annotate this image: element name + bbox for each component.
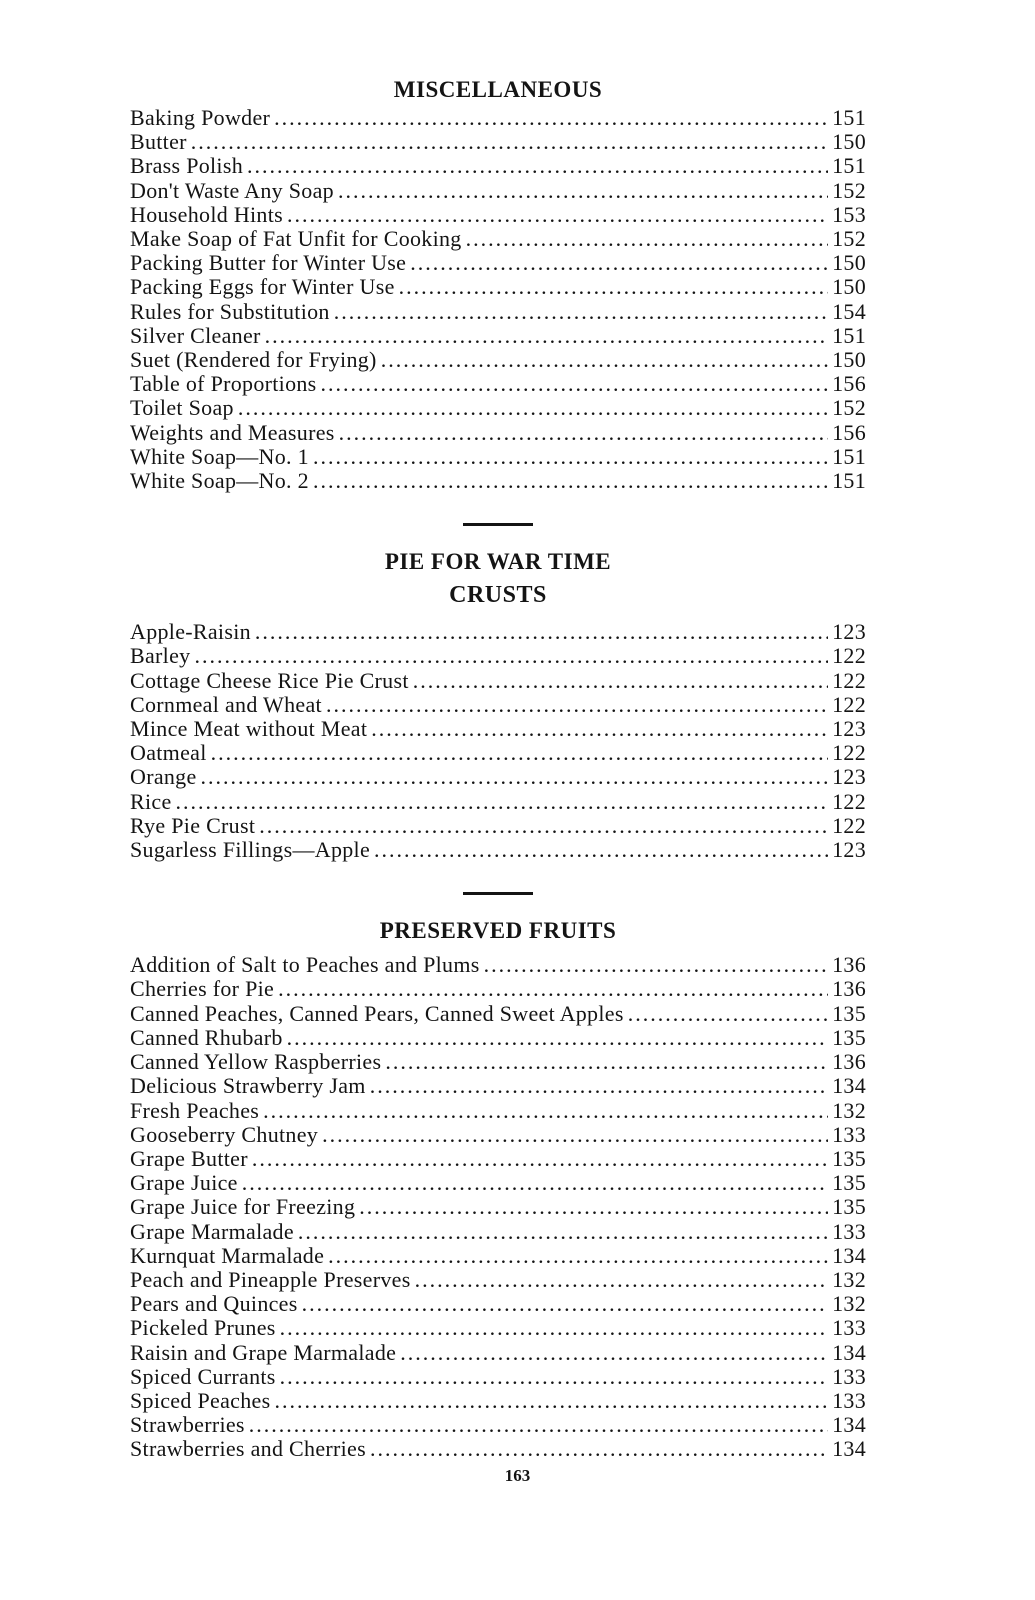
- entry-page-number: 122: [832, 740, 866, 766]
- index-entry: [130, 106, 866, 130]
- entry-page-number: 156: [832, 371, 866, 397]
- entry-title: Addition of Salt to Peaches and Plums: [130, 952, 480, 978]
- entry-title: Toilet Soap: [130, 395, 234, 421]
- dot-leader: [399, 275, 828, 299]
- entry-page-number: 135: [832, 1024, 866, 1050]
- entry-title: Fresh Peaches: [130, 1097, 260, 1123]
- section-divider: [463, 892, 533, 895]
- entry-page-number: 132: [832, 1291, 866, 1317]
- entry-page-number: 133: [832, 1387, 866, 1413]
- entry-page-number: 153: [832, 201, 866, 227]
- index-entry: [130, 1099, 866, 1123]
- section-subtitle: CRUSTS: [449, 582, 547, 609]
- entry-page-number: 134: [832, 1073, 866, 1099]
- section-miscellaneous: [130, 74, 866, 493]
- dot-leader: [410, 251, 828, 275]
- index-entry: [130, 814, 866, 838]
- entry-title: Kurnquat Marmalade: [130, 1242, 325, 1268]
- entry-page-number: 136: [832, 1049, 866, 1075]
- entry-title: Brass Polish: [130, 153, 244, 179]
- entry-page-number: 132: [832, 1097, 866, 1123]
- dot-leader: [278, 977, 828, 1001]
- index-entry: [130, 1074, 866, 1098]
- entry-title: Rules for Substitution: [130, 298, 330, 324]
- index-entry: [130, 741, 866, 765]
- entry-title: Packing Butter for Winter Use: [130, 250, 407, 276]
- entry-title: Cherries for Pie: [130, 976, 275, 1002]
- index-entry: [130, 1171, 866, 1195]
- entry-page-number: 152: [832, 177, 866, 203]
- entry-page-number: 133: [832, 1121, 866, 1147]
- index-entry: [130, 620, 866, 644]
- dot-leader: [321, 372, 828, 396]
- entry-page-number: 122: [832, 788, 866, 814]
- dot-leader: [247, 154, 828, 178]
- entry-title: Peach and Pineapple Preserves: [130, 1266, 411, 1292]
- section-title: PRESERVED FRUITS: [379, 918, 617, 944]
- entry-page-number: 135: [832, 1145, 866, 1171]
- entry-title: Silver Cleaner: [130, 322, 261, 348]
- section-title: MISCELLANEOUS: [393, 77, 603, 102]
- entry-page-number: 151: [832, 105, 866, 130]
- entry-page-number: 122: [832, 643, 866, 669]
- entry-title: Strawberries and Cherries: [130, 1436, 366, 1462]
- entry-page-number: 123: [832, 716, 866, 742]
- index-entry: [130, 421, 866, 445]
- dot-leader: [339, 421, 828, 445]
- index-entry: [130, 1220, 866, 1244]
- index-entry: [130, 838, 866, 862]
- dot-leader: [259, 814, 828, 838]
- entry-page-number: 133: [832, 1218, 866, 1244]
- dot-leader: [238, 396, 828, 420]
- dot-leader: [194, 644, 828, 668]
- entry-page-number: 133: [832, 1363, 866, 1389]
- index-entry: [130, 372, 866, 396]
- dot-leader: [191, 130, 828, 154]
- entry-list: [130, 106, 866, 493]
- entry-page-number: 122: [832, 691, 866, 717]
- index-entry: [130, 1341, 866, 1365]
- entry-title: Oatmeal: [130, 740, 207, 766]
- dot-leader: [287, 1026, 828, 1050]
- entry-page-number: 136: [832, 976, 866, 1002]
- index-entry: [130, 469, 866, 493]
- dot-leader: [371, 717, 828, 741]
- dot-leader: [628, 1002, 828, 1026]
- index-entry: [130, 765, 866, 789]
- index-entry: [130, 251, 866, 275]
- index-entry: [130, 977, 866, 1001]
- index-entry: [130, 1437, 866, 1461]
- dot-leader: [370, 1074, 828, 1098]
- index-entry: [130, 1316, 866, 1340]
- entry-page-number: 132: [832, 1266, 866, 1292]
- dot-leader: [313, 469, 828, 493]
- entry-page-number: 123: [832, 764, 866, 790]
- index-entry: [130, 396, 866, 420]
- section-preserved-fruits: [130, 915, 866, 1461]
- entry-page-number: 150: [832, 250, 866, 276]
- entry-title: Sugarless Fillings—Apple: [130, 837, 371, 863]
- dot-leader: [328, 1244, 828, 1268]
- dot-leader: [484, 953, 828, 977]
- entry-page-number: 151: [832, 443, 866, 469]
- index-entry: [130, 179, 866, 203]
- entry-title: Orange: [130, 764, 197, 790]
- index-entry: [130, 1365, 866, 1389]
- dot-leader: [374, 838, 828, 862]
- index-entry: [130, 1002, 866, 1026]
- entry-page-number: 151: [832, 322, 866, 348]
- entry-page-number: 123: [832, 837, 866, 863]
- dot-leader: [255, 620, 828, 644]
- entry-title: Grape Butter: [130, 1145, 248, 1171]
- entry-title: Suet (Rendered for Frying): [130, 347, 377, 373]
- entry-title: Canned Peaches, Canned Pears, Canned Sweet Apples: [130, 1000, 624, 1026]
- entry-title: Grape Juice for Freezing: [130, 1194, 356, 1220]
- entry-title: Delicious Strawberry Jam: [130, 1073, 366, 1099]
- entry-page-number: 134: [832, 1436, 866, 1462]
- entry-page-number: 154: [832, 298, 866, 324]
- dot-leader: [466, 227, 828, 251]
- entry-page-number: 134: [832, 1339, 866, 1365]
- section-pie-for-war-time: [130, 546, 866, 862]
- dot-leader: [313, 445, 828, 469]
- entry-title: Raisin and Grape Marmalade: [130, 1339, 397, 1365]
- entry-page-number: 150: [832, 129, 866, 155]
- dot-leader: [263, 1099, 828, 1123]
- entry-title: Cornmeal and Wheat: [130, 691, 322, 717]
- entry-title: Table of Proportions: [130, 371, 317, 397]
- index-entry: [130, 348, 866, 372]
- entry-title: Mince Meat without Meat: [130, 716, 368, 742]
- dot-leader: [334, 300, 828, 324]
- entry-title: Grape Marmalade: [130, 1218, 294, 1244]
- dot-leader: [338, 179, 828, 203]
- entry-page-number: 156: [832, 419, 866, 445]
- dot-leader: [413, 669, 828, 693]
- dot-leader: [322, 1123, 828, 1147]
- index-entry: [130, 1292, 866, 1316]
- dot-leader: [385, 1050, 828, 1074]
- index-entry: [130, 203, 866, 227]
- index-entry: [130, 644, 866, 668]
- dot-leader: [280, 1365, 828, 1389]
- entry-title: Baking Powder: [130, 105, 271, 130]
- entry-title: Gooseberry Chutney: [130, 1121, 319, 1147]
- entry-title: White Soap—No. 1: [130, 443, 309, 469]
- index-entry: [130, 1413, 866, 1437]
- section-divider: [463, 523, 533, 526]
- entry-title: Pickeled Prunes: [130, 1315, 276, 1341]
- entry-page-number: 134: [832, 1412, 866, 1438]
- index-entry: [130, 1050, 866, 1074]
- dot-leader: [265, 324, 828, 348]
- dot-leader: [326, 693, 828, 717]
- index-entry: [130, 275, 866, 299]
- index-entry: [130, 790, 866, 814]
- entry-page-number: 123: [832, 619, 866, 645]
- index-entry: [130, 1268, 866, 1292]
- dot-leader: [274, 106, 828, 130]
- index-entry: [130, 953, 866, 977]
- index-entry: [130, 445, 866, 469]
- entry-title: Canned Rhubarb: [130, 1024, 283, 1050]
- entry-page-number: 151: [832, 153, 866, 179]
- dot-leader: [400, 1341, 828, 1365]
- dot-leader: [211, 741, 828, 765]
- entry-page-number: 122: [832, 812, 866, 838]
- entry-title: Weights and Measures: [130, 419, 335, 445]
- dot-leader: [274, 1389, 828, 1413]
- index-entry: [130, 1147, 866, 1171]
- dot-leader: [302, 1292, 828, 1316]
- entry-title: Barley: [130, 643, 191, 669]
- entry-title: Spiced Peaches: [130, 1387, 271, 1413]
- entry-page-number: 122: [832, 667, 866, 693]
- entry-page-number: 150: [832, 274, 866, 300]
- dot-leader: [249, 1413, 828, 1437]
- index-entry: [130, 1389, 866, 1413]
- entry-title: Packing Eggs for Winter Use: [130, 274, 395, 300]
- section-title: PIE FOR WAR TIME: [384, 549, 612, 575]
- entry-title: Rice: [130, 788, 172, 814]
- dot-leader: [381, 348, 828, 372]
- index-entry: [130, 693, 866, 717]
- entry-page-number: 133: [832, 1315, 866, 1341]
- entry-title: Rye Pie Crust: [130, 812, 256, 838]
- entry-page-number: 135: [832, 1170, 866, 1196]
- entry-title: Don't Waste Any Soap: [130, 177, 334, 203]
- index-entry: [130, 300, 866, 324]
- entry-page-number: 150: [832, 347, 866, 373]
- entry-title: Strawberries: [130, 1412, 245, 1438]
- index-page: [130, 74, 866, 1462]
- entry-page-number: 151: [832, 468, 866, 494]
- entry-title: Household Hints: [130, 201, 283, 227]
- entry-list: [130, 620, 866, 862]
- dot-leader: [359, 1195, 828, 1219]
- entry-title: Butter: [130, 129, 187, 155]
- index-entry: [130, 717, 866, 741]
- entry-page-number: 152: [832, 395, 866, 421]
- entry-page-number: 135: [832, 1000, 866, 1026]
- dot-leader: [287, 203, 828, 227]
- dot-leader: [370, 1437, 828, 1461]
- dot-leader: [298, 1220, 828, 1244]
- index-entry: [130, 669, 866, 693]
- entry-title: Make Soap of Fat Unfit for Cooking: [130, 226, 462, 252]
- entry-page-number: 135: [832, 1194, 866, 1220]
- index-entry: [130, 1123, 866, 1147]
- entry-title: White Soap—No. 2: [130, 468, 309, 494]
- index-entry: [130, 227, 866, 251]
- index-entry: [130, 154, 866, 178]
- index-entry: [130, 1195, 866, 1219]
- entry-page-number: 152: [832, 226, 866, 252]
- dot-leader: [280, 1316, 828, 1340]
- dot-leader: [176, 790, 828, 814]
- index-entry: [130, 1244, 866, 1268]
- page-number: 163: [504, 1466, 531, 1485]
- index-entry: [130, 324, 866, 348]
- entry-title: Cottage Cheese Rice Pie Crust: [130, 667, 409, 693]
- entry-title: Apple-Raisin: [130, 619, 251, 645]
- entry-title: Grape Juice: [130, 1170, 238, 1196]
- entry-page-number: 136: [832, 952, 866, 978]
- index-entry: [130, 1026, 866, 1050]
- dot-leader: [201, 765, 828, 789]
- entry-list: [130, 953, 866, 1461]
- entry-title: Canned Yellow Raspberries: [130, 1049, 382, 1075]
- entry-page-number: 134: [832, 1242, 866, 1268]
- dot-leader: [415, 1268, 828, 1292]
- dot-leader: [252, 1147, 828, 1171]
- entry-title: Pears and Quinces: [130, 1291, 298, 1317]
- entry-title: Spiced Currants: [130, 1363, 276, 1389]
- dot-leader: [242, 1171, 828, 1195]
- index-entry: [130, 130, 866, 154]
